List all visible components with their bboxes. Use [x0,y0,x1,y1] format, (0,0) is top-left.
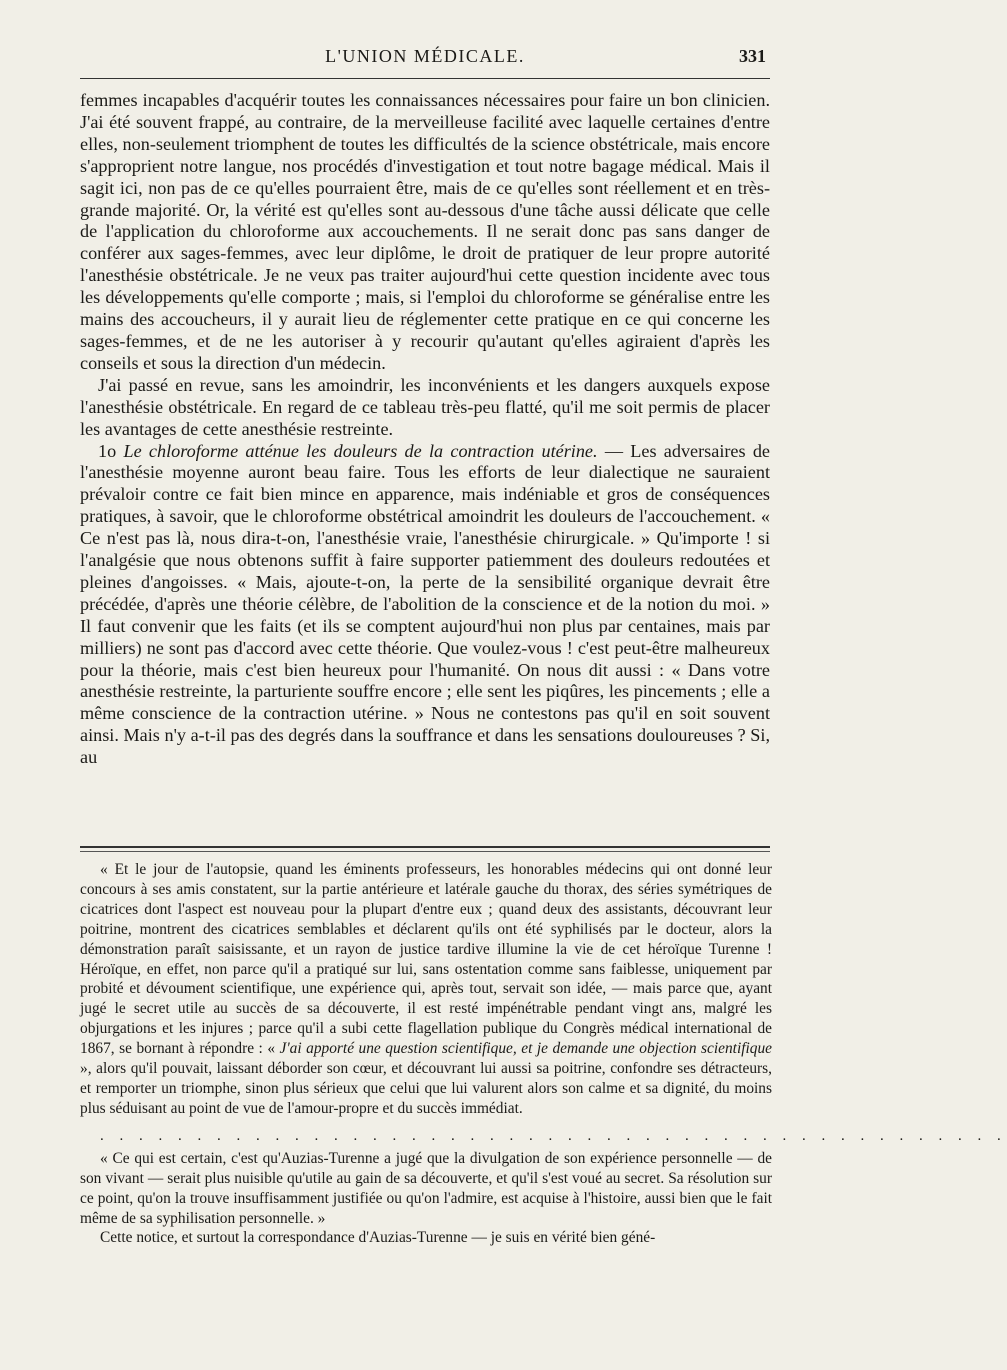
running-title: L'UNION MÉDICALE. [325,46,525,66]
item-heading: Le chloroforme atténue les douleurs de la contraction utérine. [123,440,598,461]
paragraph-2: J'ai passé en revue, sans les amoindrir, les inconvénients et les dangers auxquels expose l'anesthésie obstétricale. En regard de ce tableau très-peu flatté, qu'il me soit permis de placer les avantages de cette anesthésie restreinte. [80,374,770,439]
item-text: — Les adversaires de l'anesthésie moyenne auront beau faire. Tous les efforts de leur dialectique ne sauraient prévaloir contre ce fait bien mince en apparence, mais indéniable et gros de conséquences pratiques, à savoir, que le chloroforme obstétrical amoindrit les douleurs de l'accouchement. « Ce n'est pas là, nous dira-t-on, l'anesthésie vraie, l'anesthésie chirurgicale. » Qu'importe ! si l'analgésie que nous obtenons suffit à faire supporter patiemment des douleurs redoutées et pleines d'angoisses. « Mais, ajoute-t-on, la perte de la sensibilité organique devrait être précédée, d'après une théorie célèbre, de l'abolition de la conscience et de la notion du moi. » Il faut convenir que les faits (et ils se comptent aujourd'hui non plus par centaines, mais par milliers) ne sont pas d'accord avec cette théorie. Que voulez-vous ! c'est peut-être malheureux pour la théorie, mais c'est bien heureux pour l'humanité. On nous dit aussi : « Dans votre anesthésie restreinte, la parturiente souffre encore ; elle sent les piqûres, les pincements ; elle a même conscience de la contraction utérine. » Nous ne contestons pas qu'il en soit souvent ainsi. Mais n'y a-t-il pas des degrés dans la souffrance et dans les sensations douloureuses ? Si, au [80,440,771,768]
item-number: 1o [98,440,117,461]
page-number: 331 [739,46,766,66]
footnote-text-b: », alors qu'il pouvait, laissant déborder son cœur, et découvrant lui aussi sa poitrine, confondre ses détracteurs, et remporter un triomphe, sinon plus sérieux que celui que lui valurent alors son calme et sa dignité, du moins plus séduisant au point de vue de l'amour-propre et du succès immédiat. [80,1060,772,1117]
main-text [80,90,770,769]
footnote-text [80,860,1007,1248]
paragraph-1: femmes incapables d'acquérir toutes les connaissances nécessaires pour faire un bon clinicien. J'ai été souvent frappé, au contraire, de la merveilleuse facilité avec laquelle certaines d'entre elles, non-seulement triomphent de toutes les difficultés de la science obstétricale, mais encore s'approprient notre langue, nos procédés d'investigation et tout notre bagage médical. Mais il sagit ici, non pas de ce qu'elles pourraient être, mais de ce qu'elles sont réellement et en très-grande majorité. Or, la vérité est qu'elles sont au-dessous d'une tâche aussi délicate que celle de l'application du chloroforme aux accouchements. Il ne serait donc pas sans danger de conférer aux sages-femmes, avec leur diplôme, le droit de pratiquer de leur propre autorité l'anesthésie obstétricale. Je ne veux pas traiter aujourd'hui cette question incidente avec tous les développements qu'elle comporte ; mais, si l'emploi du chloroforme se généralise entre les mains des accoucheurs, il y aurait lieu de réglementer cette pratique en ce qui concerne les sages-femmes, et de ne les autoriser à y recourir qu'autant qu'elles agiraient d'après les conseils et sous la direction d'un médecin. [80,90,770,373]
footnote-quote: J'ai apporté une question scientifique, et je demande une objection scientifique [279,1040,772,1058]
footnote-text-a: « Et le jour de l'autopsie, quand les éminents professeurs, les honorables médecins qui ont donné leur concours à ses amis constatent, sur la partie antérieure et latérale gauche du thorax, des séries symétriques de cicatrices dont l'aspect est nouveau pour la plupart d'entre eux ; quand deux des assistants, découvrant leur poitrine, montrent des cicatrices semblables et déclarent qu'ils ont été syphilisés par le docteur, alors la démonstration paraît saisissante, et un rayon de justice tardive illumine la vie de cet héroïque Turenne ! Héroïque, en effet, non parce qu'il a pratiqué sur lui, sans ostentation comme sans faiblesse, uniquement par probité et dévoument scientifique, une expérience qui, après tout, servait son idée, — mais parce que, ayant jugé le secret utile au succès de sa découverte, il est resté impénétrable pendant vingt ans, malgré les objurgations et les injures ; parce qu'il a subi cette flagellation publique du Congrès médical international de 1867, se bornant à répondre : « [80,861,772,1058]
footnote-paragraph-1 [80,860,772,1119]
footnote-paragraph-3: Cette notice, et surtout la correspondance d'Auzias-Turenne — je suis en vérité bien géné- [100,1229,656,1247]
footnote-rule-thin [80,851,770,852]
footnote-paragraph-2: « Ce qui est certain, c'est qu'Auzias-Turenne a jugé que la divulgation de son expérience personnelle — de son vivant — serait plus nuisible qu'utile au gain de sa découverte, et qu'il s'est voué au secret. Sa résolution sur ce point, qu'on la trouve insuffisamment justifiée ou qu'on l'admire, est acquise à l'histoire, aussi bien que le fait même de sa syphilisation personnelle. » [80,1149,772,1227]
footnote-rule [80,846,770,848]
ellipsis-line: . . . . . . . . . . . . . . . . . . . . . . . . . . . . . . . . . . . . . . . . . . . . . . . [100,1127,1007,1144]
running-header [80,46,770,72]
header-rule [80,78,770,79]
paragraph-3 [80,441,770,770]
